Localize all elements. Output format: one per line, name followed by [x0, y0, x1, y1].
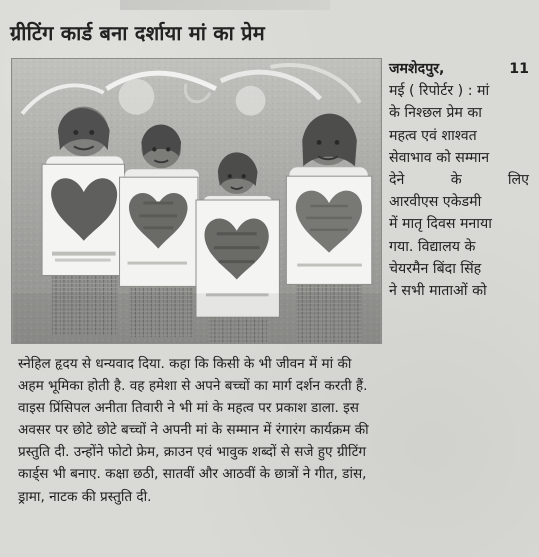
right-line-8: में मातृ दिवस मनाया: [389, 216, 492, 233]
body-line-2: अहम भूमिका होती है. वह हमेशा से अपने बच्चों का मार्ग दर्शन करती हैं.: [18, 378, 368, 395]
body-line-6: कार्ड्स भी बनाए. कक्षा छठी, सातवीं और आठवीं के छात्रों ने गीत, डांस,: [18, 466, 367, 483]
body-line-4: अवसर पर छोटे छोटे बच्चों ने अपनी मां के सम्मान में रंगारंग कार्यक्रम की: [18, 422, 369, 439]
body-line-5: प्रस्तुति दी. उन्होंने फोटो फ्रेम, क्राउन एवं भावुक शब्दों से सजे हुए ग्रीटिंग: [18, 444, 367, 461]
children-holding-cards-photo: [11, 58, 382, 344]
right-line-6: देने के लिए: [389, 171, 529, 188]
right-line-1: जमशेदपुर, 11: [389, 61, 529, 77]
article-bottom-body: [18, 353, 528, 530]
right-line-5: सेवाभाव को सम्मान: [389, 149, 490, 166]
article-right-column: [389, 58, 529, 324]
right-line-12: [389, 302, 529, 324]
right-line-9: गया. विद्यालय के: [389, 238, 476, 255]
right-line-3: के निश्छल प्रेम का: [389, 105, 482, 122]
right-line-4: महत्व एवं शाश्वत: [389, 127, 477, 144]
photo-illustration: [12, 59, 381, 343]
right-line-11: ने सभी माताओं को: [389, 282, 487, 299]
headline: ग्रीटिंग कार्ड बना दर्शाया मां का प्रेम: [10, 21, 265, 45]
body-line-3: वाइस प्रिंसिपल अनीता तिवारी ने भी मां के महत्व पर प्रकाश डाला. इस: [18, 400, 360, 417]
top-cropped-shadow: [120, 0, 330, 10]
right-line-7: आरवीएस एकेडमी: [389, 194, 482, 211]
right-line-2: मई ( रिपोर्टर ) : मां: [389, 83, 490, 100]
body-line-7: ड्रामा, नाटक की प्रस्तुति दी.: [18, 488, 152, 505]
body-line-1: स्नेहिल हृदय से धन्यवाद दिया. कहा कि किसी के भी जीवन में मां की: [18, 356, 352, 372]
right-line-10: चेयरमैन बिंदा सिंह: [389, 260, 482, 277]
body-line-8: [18, 508, 528, 530]
